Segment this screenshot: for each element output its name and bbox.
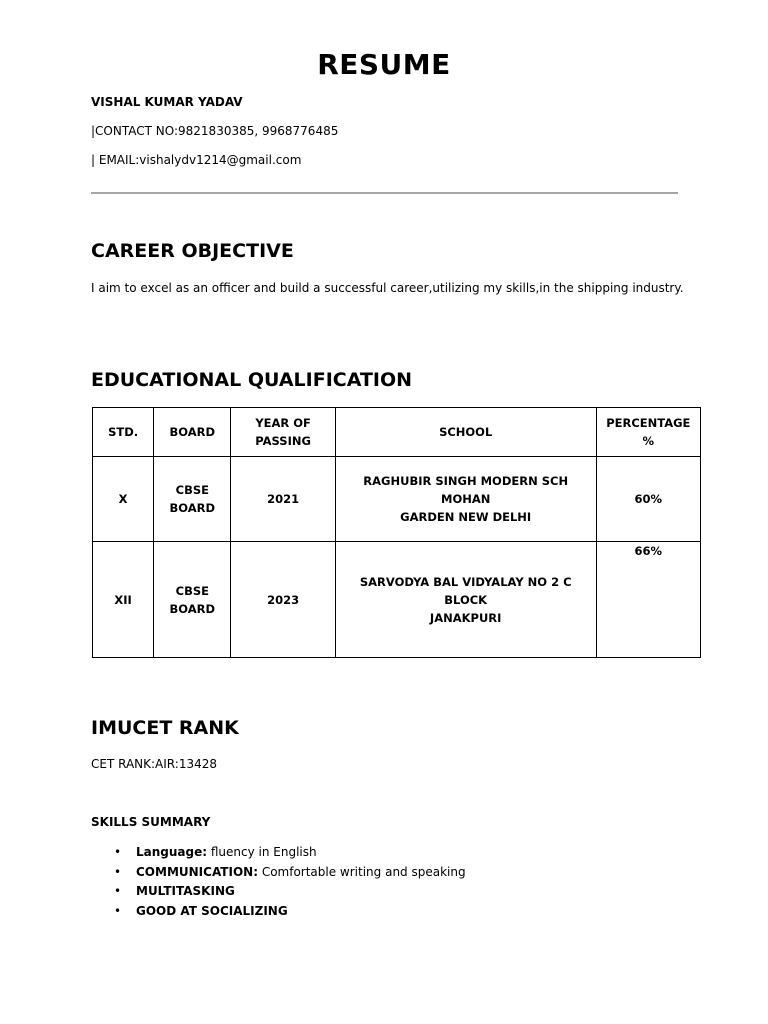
candidate-name: VISHAL KUMAR YADAV [91,95,243,109]
column-header-std: STD. [93,408,154,457]
cet-rank-text: CET RANK:AIR:13428 [91,757,217,771]
imucet-heading: IMUCET RANK [91,717,239,739]
bullet-icon: • [114,884,122,898]
column-header-percentage: PERCENTAGE % [596,408,700,457]
skill-value: fluency in English [207,845,317,859]
header-divider [91,192,678,194]
cell-school-line2: JANAKPURI [429,610,502,625]
list-item [112,882,466,902]
cell-std: X [93,457,154,542]
list-item [112,843,466,863]
table-row [93,542,701,658]
cell-board-line1: CBSE [175,483,209,497]
skills-summary-heading: SKILLS SUMMARY [91,815,211,829]
contact-number: |CONTACT NO:9821830385, 9968776485 [91,124,339,138]
column-header-year [231,408,335,457]
cell-school [335,542,596,658]
cell-percentage: 60% [596,457,700,542]
cell-board-line1: CBSE [175,583,209,598]
bullet-icon: • [114,864,122,879]
cell-percentage: 66% [596,542,700,658]
cell-year: 2021 [231,457,335,542]
cell-board [154,457,231,542]
list-item [112,902,466,922]
column-header-year-line2: PASSING [255,434,311,448]
cell-school-line1: RAGHUBIR SINGH MODERN SCH MOHAN [363,474,569,506]
skill-value: Comfortable writing and speaking [258,864,466,879]
skills-list [112,843,466,921]
column-header-school: SCHOOL [335,408,596,457]
education-heading: EDUCATIONAL QUALIFICATION [91,369,413,391]
cell-school-line2: GARDEN NEW DELHI [400,510,532,524]
cell-board-line2: BOARD [169,601,216,616]
career-objective-text: I aim to excel as an officer and build a successful career,utilizing my skills,in the shipping industry. [91,281,684,295]
column-header-board: BOARD [154,408,231,457]
cell-std: XII [93,542,154,658]
skill-key: GOOD AT SOCIALIZING [136,903,288,918]
skill-key: Language: [136,845,208,859]
skill-key: COMMUNICATION: [136,864,258,879]
column-header-year-line1: YEAR OF [255,416,311,430]
bullet-icon: • [114,845,122,859]
career-objective-heading: CAREER OBJECTIVE [91,240,294,262]
page-title: RESUME [317,48,451,81]
education-table [92,407,701,658]
cell-board-line2: BOARD [169,501,216,515]
cell-year: 2023 [231,542,335,658]
table-row [93,457,701,542]
email-address: | EMAIL:vishalydv1214@gmail.com [91,153,302,167]
cell-school-line1: SARVODYA BAL VIDYALAY NO 2 C BLOCK [359,574,572,607]
table-header-row [93,408,701,457]
cell-board [154,542,231,658]
skill-key: MULTITASKING [136,884,235,898]
list-item [112,863,466,883]
bullet-icon: • [114,903,122,918]
cell-school [335,457,596,542]
